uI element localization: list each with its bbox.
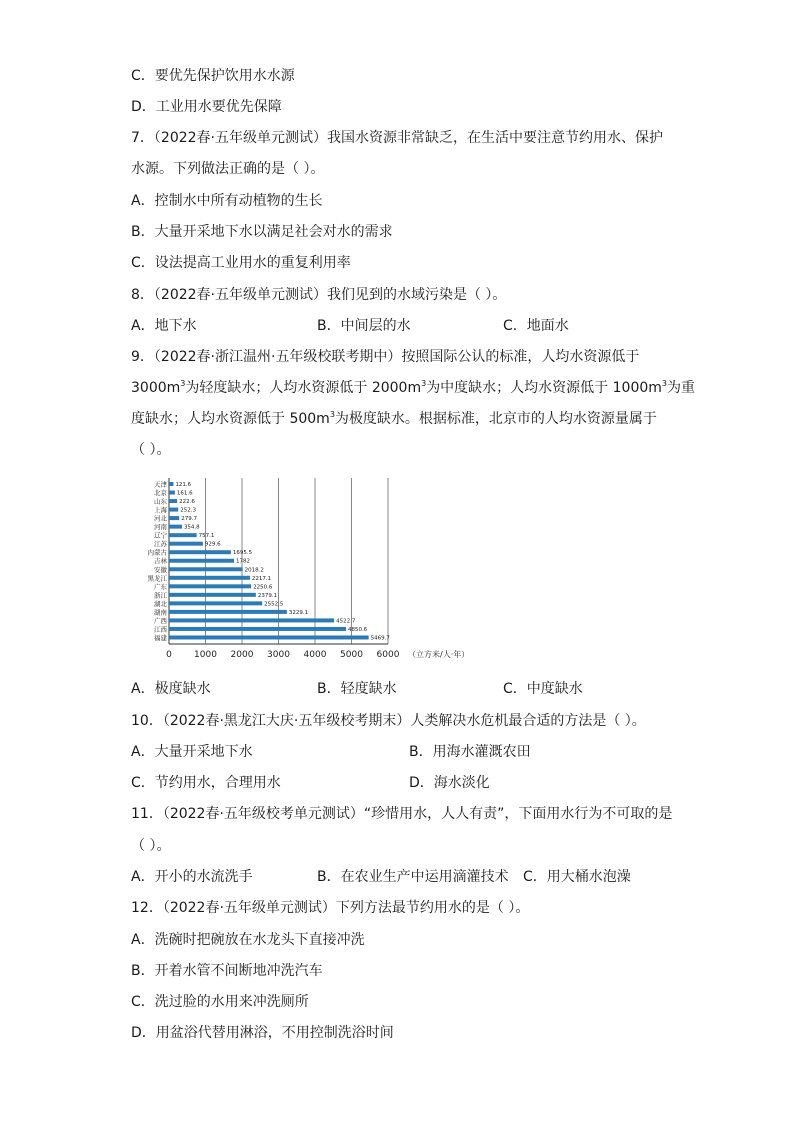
bar — [169, 550, 231, 554]
category-label: 天津 — [154, 480, 167, 489]
category-label: 上海 — [154, 506, 167, 515]
question-8-option-b: B．中间层的水 — [317, 318, 411, 334]
bar — [169, 516, 179, 520]
x-tick-label: 2000 — [230, 650, 254, 660]
question-9-stem-cont: $3000m^3$为轻度缺水；人均水资源低于 $2000m^3$为中度缺水；人均水资源低于 $1000m^3$为重 — [131, 379, 695, 396]
category-label: 浙江 — [154, 591, 167, 600]
bar — [169, 635, 369, 639]
category-label: 河南 — [154, 523, 167, 532]
question-10-option-c: C．节约用水，合理用水 — [131, 775, 281, 791]
x-tick-label: 3000 — [267, 650, 290, 660]
value-label: 4850.6 — [348, 626, 368, 633]
bar — [169, 618, 334, 622]
question-11-blank: （ ）。 — [131, 838, 171, 854]
question-9-option-c: C．中度缺水 — [503, 681, 583, 697]
unit-label: （立方米/人·年） — [408, 650, 470, 659]
value-label: 2250.6 — [253, 584, 273, 591]
bar — [169, 567, 243, 571]
question-10-stem: 10．（2022春·黑龙江大庆·五年级校考期末）人类解决水危机最合适的方法是（ ）。 — [131, 713, 646, 729]
question-12-option-c: C．洗过脸的水用来冲洗厕所 — [131, 994, 309, 1010]
question-8-option-c: C．地面水 — [503, 318, 569, 334]
x-tick-label: 1000 — [194, 650, 217, 660]
bar — [169, 482, 173, 486]
value-label: 2379.1 — [257, 592, 278, 599]
question-7-option-b: B．大量开采地下水以满足社会对水的需求 — [131, 224, 393, 240]
question-7-option-a: A．控制水中所有动植物的生长 — [131, 193, 323, 209]
value-label: 1695.5 — [232, 550, 253, 557]
bar — [169, 508, 178, 512]
question-10-option-b: B．用海水灌溉农田 — [409, 744, 531, 760]
bar — [169, 627, 346, 631]
category-label: 湖南 — [154, 608, 167, 617]
question-7-stem-cont: 水源。下列做法正确的是（ ）。 — [131, 161, 325, 177]
category-label: 北京 — [154, 489, 167, 498]
value-label: 757.1 — [198, 533, 215, 540]
value-label: 222.6 — [179, 499, 195, 506]
chart-svg — [138, 474, 488, 664]
bar — [169, 491, 175, 495]
question-9-option-a: A．极度缺水 — [131, 681, 211, 697]
question-9-stem-cont-2: 度缺水；人均水资源低于 $500m^3$为极度缺水。根据标准，北京市的人均水资源量属于 — [131, 410, 657, 427]
question-12-option-b: B．开着水管不间断地冲洗汽车 — [131, 963, 323, 979]
bar — [169, 533, 197, 537]
category-label: 福建 — [154, 633, 167, 642]
value-label: 121.6 — [175, 482, 192, 488]
category-label: 山东 — [154, 497, 167, 506]
category-label: 安徽 — [154, 565, 167, 574]
category-label: 辽宁 — [154, 531, 167, 540]
value-label: 1782 — [236, 558, 251, 565]
question-11-option-c: C．用大桶水泡澡 — [523, 869, 631, 885]
question-11-stem: 11．（2022春·五年级校考单元测试）“珍惜用水，人人有责”，下面用水行为不可取的是 — [131, 806, 673, 822]
question-12-stem: 12．（2022春·五年级单元测试）下列方法最节约用水的是（ ）。 — [131, 900, 530, 916]
category-label: 广西 — [154, 616, 167, 625]
bar — [169, 542, 203, 546]
question-8-stem: 8．（2022春·五年级单元测试）我们见到的水域污染是（ ）。 — [131, 287, 507, 303]
question-12-option-d: D．用盆浴代替用淋浴，不用控制洗浴时间 — [131, 1025, 394, 1041]
question-9-option-b: B．轻度缺水 — [317, 681, 397, 697]
category-label: 湖北 — [154, 599, 167, 608]
category-label: 河北 — [154, 514, 167, 523]
x-tick-label: 5000 — [340, 650, 363, 660]
value-label: 2217.1 — [251, 575, 272, 582]
option-d-industrial-water: D．工业用水要优先保障 — [131, 99, 282, 115]
question-9-blank: （ ）。 — [131, 442, 171, 458]
question-10-option-d: D．海水淡化 — [409, 775, 490, 791]
question-11-option-b: B．在农业生产中运用滴灌技术 — [317, 869, 509, 885]
water-resources-bar-chart — [138, 474, 488, 664]
category-label: 吉林 — [154, 557, 167, 566]
question-7-stem: 7．（2022春·五年级单元测试）我国水资源非常缺乏，在生活中要注意节约用水、保护 — [131, 130, 663, 146]
category-label: 江西 — [154, 625, 167, 634]
question-8-option-a: A．地下水 — [131, 318, 197, 334]
question-11-option-a: A．开小的水流洗手 — [131, 869, 253, 885]
bar — [169, 499, 177, 503]
category-label: 广东 — [154, 582, 167, 591]
value-label: 2018.2 — [244, 567, 264, 574]
value-label: 2552.5 — [264, 601, 284, 608]
question-10-option-a: A．大量开采地下水 — [131, 744, 253, 760]
question-12-option-a: A．洗碗时把碗放在水龙头下直接冲洗 — [131, 932, 365, 948]
value-label: 354.8 — [183, 524, 200, 531]
question-7-option-c: C．设法提高工业用水的重复利用率 — [131, 255, 351, 271]
question-9-stem: 9．（2022春·浙江温州·五年级校联考期中）按照国际公认的标准，人均水资源低于 — [131, 349, 640, 365]
bar — [169, 601, 262, 605]
bar — [169, 593, 256, 597]
bar — [169, 576, 250, 580]
value-label: 161.6 — [176, 490, 193, 497]
value-label: 929.6 — [204, 541, 221, 548]
option-c-protect-drinking-water: C．要优先保护饮用水水源 — [131, 68, 295, 84]
bar — [169, 610, 287, 614]
value-label: 4522.7 — [336, 618, 356, 625]
bar — [169, 525, 182, 529]
x-tick-label: 0 — [166, 650, 172, 660]
x-tick-label: 6000 — [376, 650, 400, 660]
bar — [169, 559, 234, 563]
category-label: 黑龙江 — [147, 574, 167, 583]
value-label: 5469.7 — [370, 635, 390, 642]
category-label: 江苏 — [154, 540, 167, 549]
category-label: 内蒙古 — [147, 548, 167, 557]
value-label: 252.3 — [180, 507, 196, 514]
bar — [169, 584, 251, 588]
x-tick-label: 4000 — [303, 650, 327, 660]
value-label: 3229.1 — [288, 609, 309, 616]
value-label: 279.7 — [181, 516, 197, 523]
